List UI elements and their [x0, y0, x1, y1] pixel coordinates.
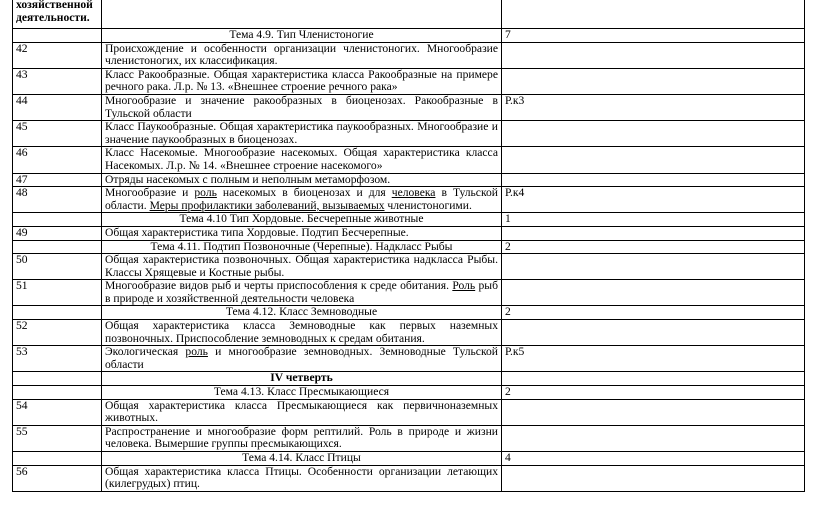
topic-hours: 4 [502, 452, 805, 466]
underlined-term: роль [185, 345, 208, 359]
text-part: Экологическая [105, 345, 186, 359]
topic-title: Тема 4.13. Класс Пресмыкающиеся [102, 386, 502, 400]
text-part: и многообразие земноводных. Земноводные Тульской области [105, 345, 498, 371]
underlined-term: роль [194, 186, 217, 200]
empty-cell [13, 306, 102, 320]
lesson-note [502, 320, 805, 346]
table-row [13, 465, 805, 491]
quarter-row [13, 372, 805, 386]
lesson-number: 53 [13, 346, 102, 372]
lesson-number: 55 [13, 425, 102, 451]
lesson-note [502, 226, 805, 240]
topic-row [13, 452, 805, 466]
empty-cell [102, 0, 502, 29]
table-row [13, 399, 805, 425]
lesson-note [502, 121, 805, 147]
lesson-number: 46 [13, 147, 102, 173]
lesson-description: Происхождение и особенности организации членистоногих. Многообразие членистоногих, их классификация. [102, 42, 502, 68]
underlined-term: человека [391, 186, 436, 200]
lesson-number: 48 [13, 187, 102, 213]
lesson-description: Распространение и многообразие форм рептилий. Роль в природе и жизни человека. Вымершие группы пресмыкающихся. [102, 425, 502, 451]
topic-row [13, 386, 805, 400]
topic-row [13, 306, 805, 320]
lesson-note [502, 425, 805, 451]
topic-title: Тема 4.12. Класс Земноводные [102, 306, 502, 320]
quarter-title: IV четверть [102, 372, 502, 386]
topic-hours: 1 [502, 213, 805, 227]
lesson-note [502, 173, 805, 187]
lesson-number: 56 [13, 465, 102, 491]
lesson-number: 47 [13, 173, 102, 187]
table-row [13, 320, 805, 346]
lesson-number: 50 [13, 254, 102, 280]
lesson-note [502, 280, 805, 306]
lesson-number: 51 [13, 280, 102, 306]
table-row [13, 173, 805, 187]
lesson-description [102, 187, 502, 213]
lesson-note [502, 147, 805, 173]
table-row [13, 147, 805, 173]
lesson-number: 52 [13, 320, 102, 346]
lesson-note [502, 68, 805, 94]
table-row [13, 226, 805, 240]
lesson-number: 45 [13, 121, 102, 147]
underlined-term: Меры профилактики заболеваний, вызываемых [149, 198, 385, 212]
topic-row [13, 213, 805, 227]
table-row [13, 0, 805, 29]
lesson-note [502, 465, 805, 491]
lesson-plan-table [12, 0, 805, 492]
empty-cell [502, 372, 805, 386]
lesson-note: Р.к3 [502, 94, 805, 120]
topic-title: Тема 4.14. Класс Птицы [102, 452, 502, 466]
text-part: Многообразие и [105, 186, 195, 200]
lesson-number: 42 [13, 42, 102, 68]
lesson-description: Класс Паукообразные. Общая характеристика паукообразных. Многообразие и значение паукообразных в биоценозах. [102, 121, 502, 147]
text-part: в Тульской области. [105, 186, 498, 212]
lesson-description: Класс Насекомые. Многообразие насекомых. Общая характеристика класса Насекомых. Л.р. № 14. «Внешнее строение насекомого» [102, 147, 502, 173]
lesson-description [102, 280, 502, 306]
topic-row [13, 240, 805, 254]
topic-row [13, 29, 805, 43]
text-part: членистоногими. [384, 198, 472, 212]
table-row [13, 187, 805, 213]
table-row [13, 254, 805, 280]
lesson-description: Общая характеристика класса Пресмыкающиеся как первичноназемных животных. [102, 399, 502, 425]
carryover-text: хозяйственной деятельности. [13, 0, 102, 29]
lesson-number: 43 [13, 68, 102, 94]
lesson-note [502, 42, 805, 68]
lesson-number: 49 [13, 226, 102, 240]
table-row [13, 425, 805, 451]
topic-title: Тема 4.11. Подтип Позвоночные (Черепные). Надкласс Рыбы [102, 240, 502, 254]
empty-cell [13, 372, 102, 386]
lesson-description: Общая характеристика класса Птицы. Особенности организации летающих (килегрудых) птиц. [102, 465, 502, 491]
underlined-term: Роль [452, 279, 476, 293]
lesson-description [102, 346, 502, 372]
empty-cell [13, 386, 102, 400]
text-part: рыб в природе и хозяйственной деятельности человека [105, 279, 498, 305]
table-row [13, 42, 805, 68]
lesson-note [502, 399, 805, 425]
empty-cell [13, 452, 102, 466]
lesson-number: 54 [13, 399, 102, 425]
lesson-description: Общая характеристика класса Земноводные как первых наземных позвоночных. Приспособление земноводных к средам обитания. [102, 320, 502, 346]
table-row [13, 346, 805, 372]
table-row [13, 280, 805, 306]
lesson-note: Р.к4 [502, 187, 805, 213]
empty-cell [13, 240, 102, 254]
lesson-note [502, 254, 805, 280]
text-part: Многообразие видов рыб и черты приспособления к среде обитания. [105, 279, 453, 293]
topic-hours: 2 [502, 240, 805, 254]
empty-cell [502, 0, 805, 29]
table-row [13, 121, 805, 147]
lesson-description: Отряды насекомых с полным и неполным метаморфозом. [102, 173, 502, 187]
empty-cell [13, 29, 102, 43]
lesson-description: Общая характеристика типа Хордовые. Подтип Бесчерепные. [102, 226, 502, 240]
topic-hours: 2 [502, 306, 805, 320]
table-row [13, 68, 805, 94]
empty-cell [13, 213, 102, 227]
topic-hours: 2 [502, 386, 805, 400]
topic-title: Тема 4.9. Тип Членистоногие [102, 29, 502, 43]
topic-hours: 7 [502, 29, 805, 43]
table-row [13, 94, 805, 120]
lesson-note: Р.к5 [502, 346, 805, 372]
topic-title: Тема 4.10 Тип Хордовые. Бесчерепные животные [102, 213, 502, 227]
lesson-description: Класс Ракообразные. Общая характеристика класса Ракообразные на примере речного рака. Л.р. № 13. «Внешнее строение речного рака» [102, 68, 502, 94]
lesson-number: 44 [13, 94, 102, 120]
lesson-description: Общая характеристика позвоночных. Общая характеристика надкласса Рыбы. Классы Хрящевые и Костные рыбы. [102, 254, 502, 280]
lesson-description: Многообразие и значение ракообразных в биоценозах. Ракообразные в Тульской области [102, 94, 502, 120]
text-part: насекомых в биоценозах и для [216, 186, 392, 200]
